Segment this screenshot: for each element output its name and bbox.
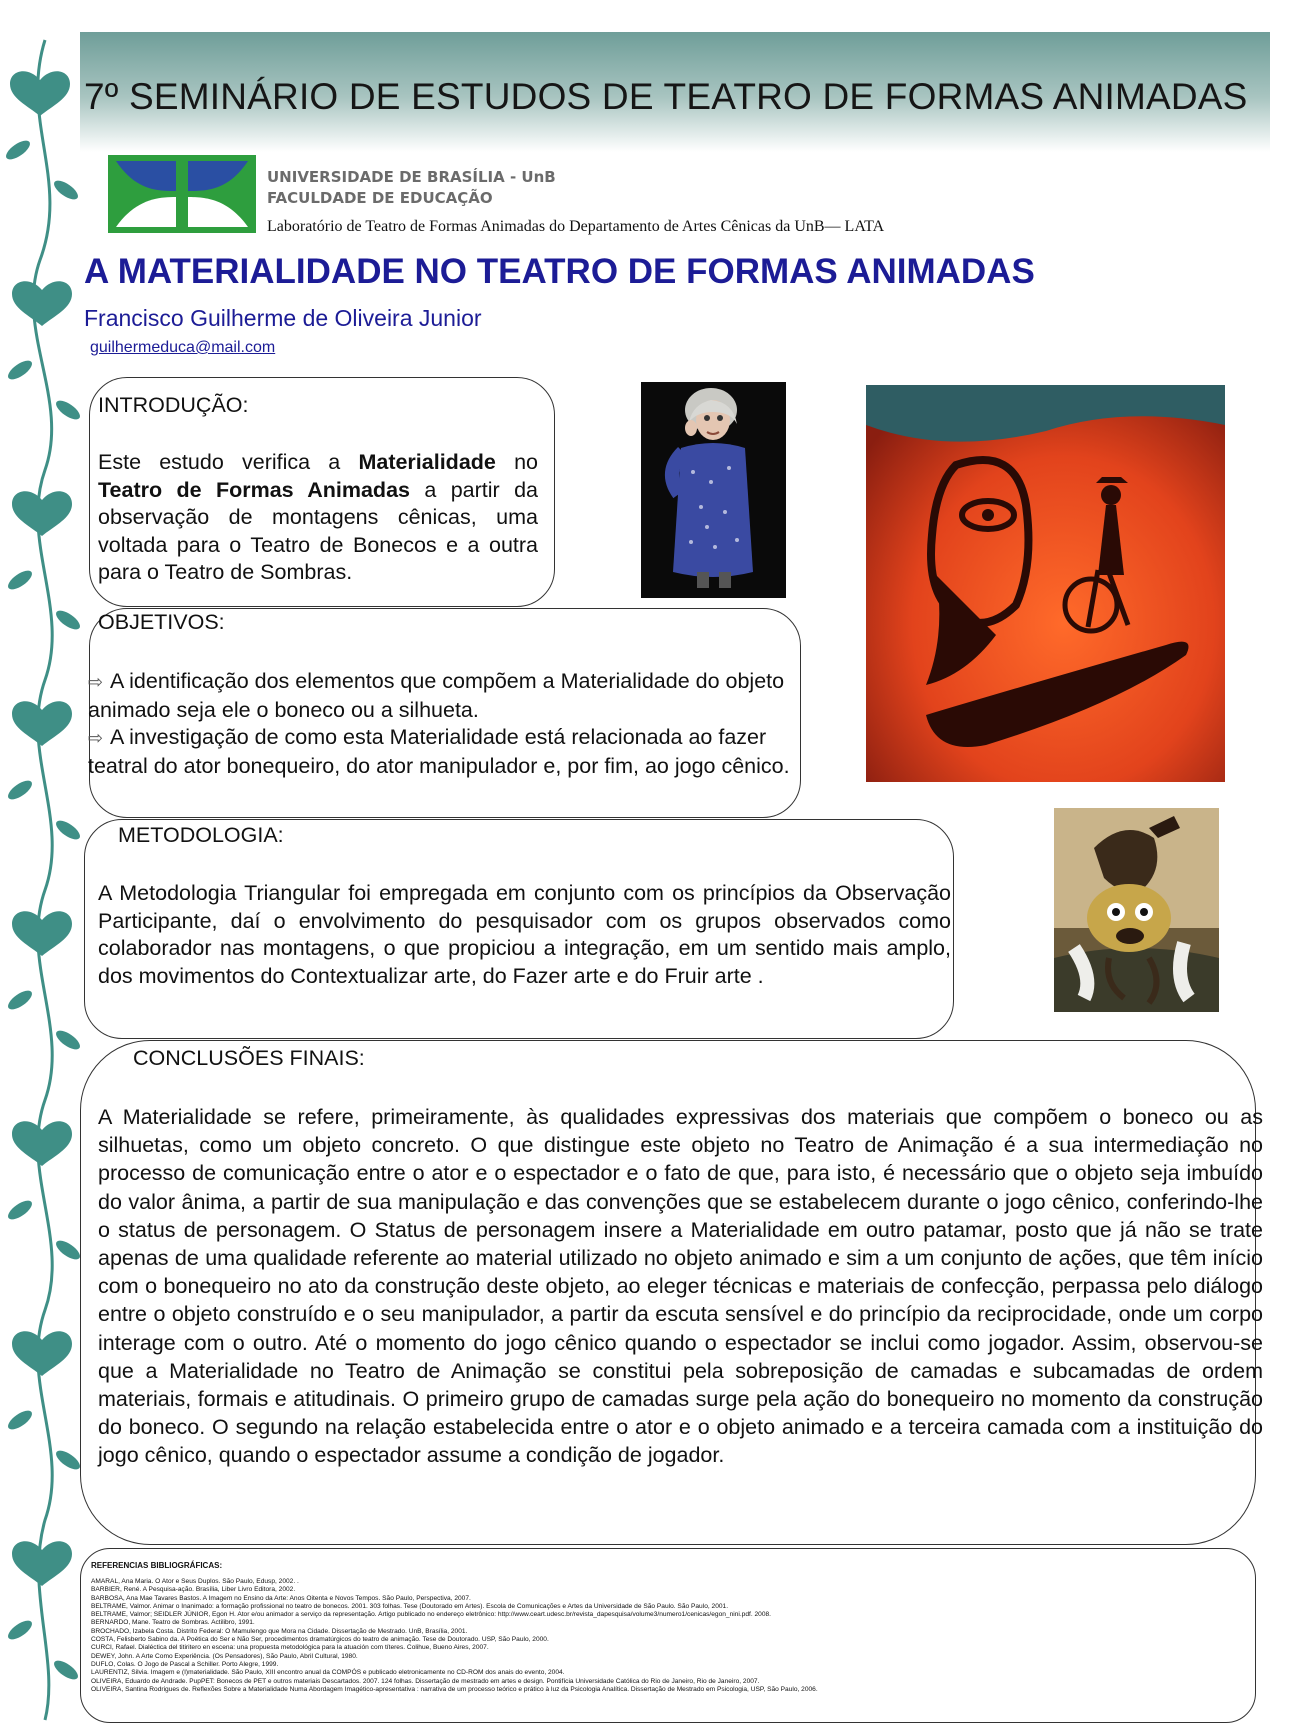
introducao-text-1: Este estudo verifica a (98, 450, 359, 474)
shadow-theatre-photo (866, 385, 1225, 782)
referencia-item: BARBIER, René. A Pesquisa-ação. Brasília, Liber Livro Editora, 2002. (91, 1586, 296, 1594)
referencia-item: DEWEY, John. A Arte Como Experiência. (Os Pensadores), São Paulo, Abril Cultural, 1980. (91, 1652, 358, 1660)
introducao-heading: INTRODUÇÃO: (98, 393, 249, 417)
referencia-item: DUFLO, Colas. O Jogo de Pascal a Schiller. Porto Alegre, 1999. (91, 1660, 279, 1668)
referencia-item: CURCI, Rafael. Dialéctica del titiritero en escena: una propuesta metodológica para la atuación com títeres. Colihue, Bueno Aires, 2007. (91, 1644, 489, 1652)
arrow-right-icon: ⇨ (88, 672, 104, 692)
referencia-item: OLIVEIRA, Eduardo de Andrade. PupPET: Bonecos de PET e outros materiais Descartados. 2007. 124 folhas. Dissertação de mestrado em artes e design. Pontifícia Universidade Católica do Rio de Janeiro, Rio de Janeiro, 2007. (91, 1677, 760, 1685)
puppet-photo-old-woman (641, 382, 786, 598)
referencia-item: BERNARDO, Mane. Teatro de Sombras. Actilibro, 1991. (91, 1619, 255, 1627)
puppet-photo-rag-doll (1054, 808, 1219, 1012)
referencia-item: BROCHADO, Izabela Costa. Distrito Federal: O Mamulengo que Mora na Cidade. Dissertação de Mestrado. UnB, Brasília, 2001. (91, 1627, 468, 1635)
author-name: Francisco Guilherme de Oliveira Junior (84, 305, 482, 331)
arrow-right-icon: ⇨ (88, 728, 104, 748)
unb-logo (108, 155, 256, 233)
referencias-heading: REFERENCIAS BIBLIOGRÁFICAS: (91, 1561, 223, 1570)
objetivo-item-2 (88, 723, 793, 780)
introducao-text-3: a partir da observação de montagens cênicas, uma voltada para o Teatro de Bonecos e a outra para o Teatro de Sombras. (98, 477, 538, 584)
laboratory-name: Laboratório de Teatro de Formas Animadas do Departamento de Artes Cênicas da UnB— LATA (267, 218, 885, 235)
referencias-list (91, 1578, 1241, 1694)
introducao-bold-1: Materialidade (358, 450, 496, 474)
floral-border-ornament (0, 0, 90, 1732)
metodologia-text: A Metodologia Triangular foi empregada em conjunto com os princípios da Observação Participante, daí o envolvimento do pesquisador com os grupos observados como colaborador nas montagens, o que propiciou a integração, em um sentido mais amplo, dos movimentos do Contextualizar arte, do Fazer arte e do Fruir arte . (98, 881, 951, 988)
metodologia-heading: METODOLOGIA: (118, 823, 284, 847)
objetivo-item-2-text: A investigação de como esta Materialidade está relacionada ao fazer teatral do ator bonequeiro, do ator manipulador e, por fim, ao jogo cênico. (88, 725, 790, 778)
conclusoes-heading: CONCLUSÕES FINAIS: (133, 1046, 365, 1070)
referencia-item: BELTRAME, Valmor; SEIDLER JÚNIOR, Egon H. Ator e/ou animador a serviço da representação. Artigo publicado no endereço eletrônico: http://www.ceart.udesc.br/revista_dapesquisa/volume3/numero1/cenicas/egon_nini.pdf. 2008. (91, 1611, 772, 1619)
referencia-item: COSTA, Felisberto Sabino da. A Poética do Ser e Não Ser, procedimentos dramatúrgicos do teatro de animação. Tese de Doutorado. USP, São Paulo, 2000. (91, 1636, 549, 1644)
introducao-text (98, 449, 538, 587)
referencia-item: OLIVEIRA, Santina Rodrigues de. Reflexões Sobre a Materialidade Numa Abordagem Imagético-apresentativa : narrativa de um processo teórico e prático à luz da Psicologia Analítica. Dissertação de Mestrado em Psicologia, USP, São Paulo, 2006. (91, 1685, 818, 1693)
referencia-item: BARBOSA, Ana Mae Tavares Bastos. A Imagem no Ensino da Arte: Anos Oitenta e Novos Tempos. São Paulo, Perspectiva, 2007. (91, 1594, 471, 1602)
author-email-link[interactable]: guilhermeduca@mail.com (90, 339, 276, 356)
university-line-1: UNIVERSIDADE DE BRASÍLIA - UnB (267, 168, 556, 186)
referencia-item: BELTRAME, Valmor. Animar o Inanimado: a formação profissional no teatro de bonecos. 2001. 303 folhas. Tese (Doutorado em Artes). Escola de Comunicações e Artes da Universidade de São Paulo. São Paulo, 2001. (91, 1602, 729, 1610)
referencia-item: AMARAL, Ana Maria. O Ator e Seus Duplos. São Paulo, Edusp, 2002. . (91, 1578, 299, 1585)
introducao-bold-2: Teatro de Formas Animadas (98, 477, 410, 502)
seminar-title: 7º SEMINÁRIO DE ESTUDOS DE TEATRO DE FORMAS ANIMADAS (84, 76, 1248, 117)
objetivo-item-1-text: A identificação dos elementos que compõem a Materialidade do objeto animado seja ele o boneco ou a silhueta. (88, 669, 785, 722)
university-name (267, 167, 556, 209)
poster-title: A MATERIALIDADE NO TEATRO DE FORMAS ANIMADAS (84, 252, 1035, 291)
introducao-text-2: no (495, 450, 538, 474)
conclusoes-text: A Materialidade se refere, primeiramente, às qualidades expressivas dos materiais que compõem o boneco ou as silhuetas, como um objeto concreto. O que distingue este objeto no Teatro de Animação é a sua intermediação no processo de comunicação entre o ator e o espectador e o fato de que, para isto, é necessário que o objeto seja imbuído do valor ânima, a partir de sua manipulação e das convenções que se estabelecem durante o jogo cênico, conferindo-lhe o status de personagem. O Status de personagem insere a Materialidade em outro patamar, posto que já não se trate apenas de uma qualidade referente ao material utilizado no objeto animado e sim a um conjunto de ações, que têm início com o bonequeiro no ato da construção deste objeto, ao eleger técnicas e materiais de confecção, perpassa pelo diálogo entre o objeto construído e o seu manipulador, a partir da escuta sensível e do princípio da reciprocidade, onde um corpo interage com o outro. Até o momento do jogo cênico quando o espectador se inclui como jogador. Assim, observou-se que a Materialidade no Teatro de Animação se constitui pela sobreposição de camadas e subcamadas de ordem materiais, formais e atitudinais. O primeiro grupo de camadas surge pela ação do bonequeiro no momento da construção do boneco. O segundo na relação estabelecida entre o ator e o objeto animado e a terceira camada com a instituição do jogo cênico, quando o espectador assume a condição de jogador. (98, 1105, 1263, 1468)
objetivos-heading: OBJETIVOS: (98, 610, 225, 634)
referencia-item: LAURENTIZ, Silvia. Imagem e (I)materialidade. São Paulo, XIII encontro anual da COMPÓS e publicado eletronicamente no CD-ROM dos anais do evento, 2004. (91, 1669, 565, 1677)
objetivo-item-1 (88, 667, 793, 724)
university-line-2: FACULDADE DE EDUCAÇÃO (267, 189, 493, 207)
